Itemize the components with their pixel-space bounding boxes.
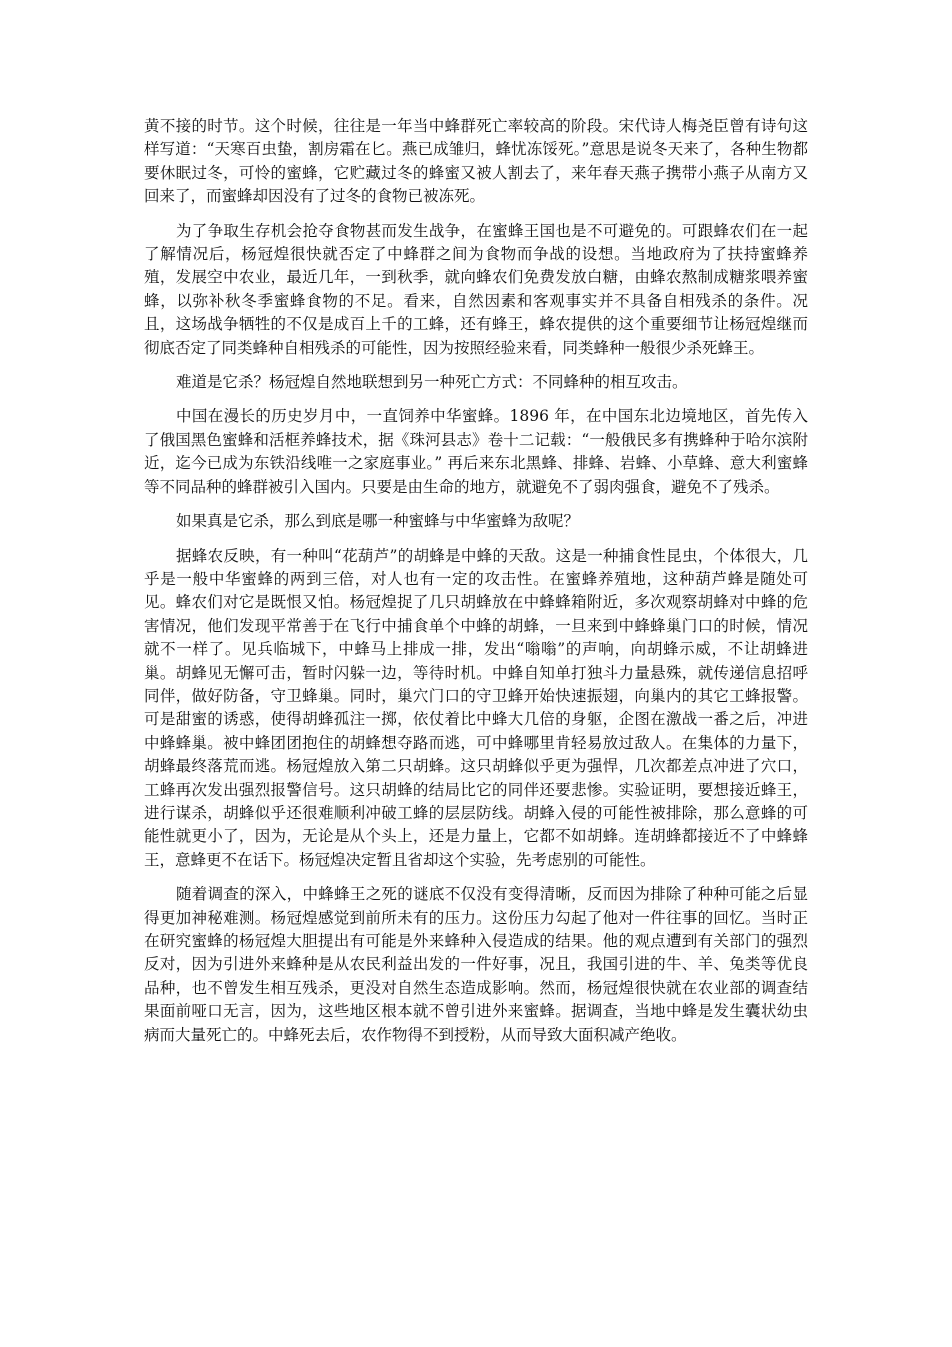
paragraph-5: 如果真是它杀，那么到底是哪一种蜜蜂与中华蜜蜂为敌呢？ <box>176 512 580 531</box>
paragraph-4: 中国在漫长的历史岁月中，一直饲养中华蜜蜂。1896 年，在中国东北边境地区，首先传入了俄国黑色蜜蜂和活框养蜂技术，据《珠河县志》卷十二记载：“一般俄民多有携蜂种于哈尔滨附近，迄今已成为东铁沿线唯一之家庭事业。” 再后来东北黑蜂、排蜂、岩蜂、小草蜂、意大利蜜蜂等不同品种的蜂群被引入国内。只要是由生命的地方，就避免不了弱肉强食，避免不了残杀。 <box>144 407 808 496</box>
paragraph-3: 难道是它杀？杨冠煌自然地联想到另一种死亡方式：不同蜂种的相互攻击。 <box>176 373 688 392</box>
paragraph-2: 为了争取生存机会抢夺食物甚而发生战争，在蜜蜂王国也是不可避免的。可跟蜂农们在一起了解情况后，杨冠煌很快就否定了中蜂群之间为食物而争战的设想。当地政府为了扶持蜜蜂养殖，发展空中农业，最近几年，一到秋季，就向蜂农们免费发放白糖，由蜂农熬制成糖浆喂养蜜蜂，以弥补秋冬季蜜蜂食物的不足。看来，自然因素和客观事实并不具备自相残杀的条件。况且，这场战争牺牲的不仅是成百上千的工蜂，还有蜂王，蜂农提供的这个重要细节让杨冠煌继而彻底否定了同类蜂种自相残杀的可能性，因为按照经验来看，同类蜂种一般很少杀死蜂王。 <box>144 221 808 357</box>
paragraph-1: 黄不接的时节。这个时候，往往是一年当中蜂群死亡率较高的阶段。宋代诗人梅尧臣曾有诗句这样写道：“天寒百虫蛰，割房霜在匕。燕已成雏归，蜂忧冻馁死。”意思是说冬天来了，各种生物都要休眠过冬，可怜的蜜蜂，它贮藏过冬的蜂蜜又被人割去了，来年春天燕子携带小燕子从南方又回来了，而蜜蜂却因没有了过冬的食物已被冻死。 <box>144 117 808 206</box>
paragraph-6: 据蜂农反映，有一种叫“花葫芦”的胡蜂是中蜂的天敌。这是一种捕食性昆虫，个体很大，几乎是一般中华蜜蜂的两到三倍，对人也有一定的攻击性。在蜜蜂养殖地，这种葫芦蜂是随处可见。蜂农们对它是既恨又怕。杨冠煌捉了几只胡蜂放在中蜂蜂箱附近，多次观察胡蜂对中蜂的危害情况，他们发现平常善于在飞行中捕食单个中蜂的胡蜂，一旦来到中蜂蜂巢门口的时候，情况就不一样了。见兵临城下，中蜂马上排成一排，发出“嗡嗡”的声响，向胡蜂示威，不让胡蜂进巢。胡蜂见无懈可击，暂时闪躲一边，等待时机。中蜂自知单打独斗力量悬殊，就传递信息招呼同伴，做好防备，守卫蜂巢。同时，巢穴门口的守卫蜂开始快速振翅，向巢内的其它工蜂报警。可是甜蜜的诱惑，使得胡蜂孤注一掷，依仗着比中蜂大几倍的身躯，企图在激战一番之后，冲进中蜂蜂巢。被中蜂团团抱住的胡蜂想夺路而逃，可中蜂哪里肯轻易放过敌人。在集体的力量下，胡蜂最终落荒而逃。杨冠煌放入第二只胡蜂。这只胡蜂似乎更为强悍，几次都差点冲进了穴口，工蜂再次发出强烈报警信号。这只胡蜂的结局比它的同伴还要悲惨。实验证明，要想接近蜂王，进行谋杀，胡蜂似乎还很难顺利冲破工蜂的层层防线。胡蜂入侵的可能性被排除，那么意蜂的可能性就更小了，因为，无论是从个头上，还是力量上，它都不如胡蜂。连胡蜂都接近不了中蜂蜂王，意蜂更不在话下。杨冠煌决定暂且省却这个实验，先考虑别的可能性。 <box>144 546 808 869</box>
paragraph-7: 随着调查的深入，中蜂蜂王之死的谜底不仅没有变得清晰，反而因为排除了种种可能之后显得更加神秘难测。杨冠煌感觉到前所未有的压力。这份压力勾起了他对一件往事的回忆。当时正在研究蜜蜂的杨冠煌大胆提出有可能是外来蜂种入侵造成的结果。他的观点遭到有关部门的强烈反对，因为引进外来蜂种是从农民利益出发的一件好事，况且，我国引进的牛、羊、兔类等优良品种，也不曾发生相互残杀，更没对自然生态造成影响。然而，杨冠煌很快就在农业部的调查结果面前哑口无言，因为，这些地区根本就不曾引进外来蜜蜂。据调查，当地中蜂是发生囊状幼虫病而大量死亡的。中蜂死去后，农作物得不到授粉，从而导致大面积减产绝收。 <box>144 885 808 1044</box>
document-page <box>144 115 808 1058</box>
